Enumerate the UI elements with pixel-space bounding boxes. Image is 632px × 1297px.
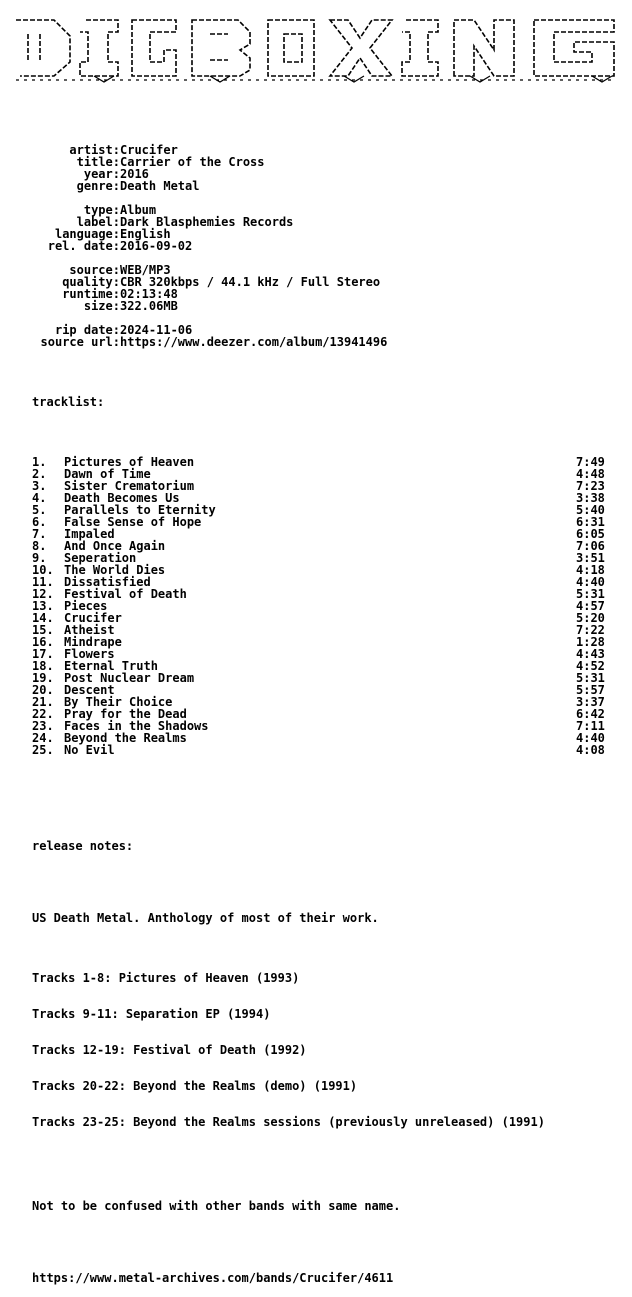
info-key: source url : — [0, 336, 120, 348]
info-row-quality — [0, 275, 381, 289]
info-value[interactable]: https://www.deezer.com/album/13941496 — [120, 335, 388, 349]
track-row — [0, 623, 605, 637]
info-key: genre : — [0, 180, 120, 192]
track-number: 11. — [32, 575, 54, 589]
track-duration: 3:37 — [576, 695, 605, 709]
track-title: Post Nuclear Dream — [64, 671, 195, 685]
info-value: Carrier of the Cross — [120, 155, 265, 169]
release-notes-track-info: Tracks 1-8: Pictures of Heaven (1993) — [32, 971, 300, 985]
track-number: 5. — [32, 503, 47, 517]
track-number: 3. — [32, 479, 47, 493]
info-key: source : — [0, 264, 120, 276]
track-number: 6. — [32, 515, 47, 529]
info-key: label : — [0, 216, 120, 228]
track-number: 16. — [32, 635, 54, 649]
release-notes-line: Not to be confused with other bands with same name. — [32, 1199, 401, 1213]
info-value: Dark Blasphemies Records — [120, 215, 294, 229]
track-duration: 7:23 — [576, 479, 605, 493]
track-row — [0, 467, 605, 481]
track-number: 10. — [32, 563, 54, 577]
info-row-title — [0, 155, 265, 169]
track-row — [0, 491, 605, 505]
track-title: And Once Again — [64, 539, 166, 553]
info-key: year : — [0, 168, 120, 180]
track-duration: 7:06 — [576, 539, 605, 553]
info-key: runtime : — [0, 288, 120, 300]
track-title: Dissatisfied — [64, 575, 151, 589]
info-key: size : — [0, 300, 120, 312]
track-number: 13. — [32, 599, 54, 613]
track-title: False Sense of Hope — [64, 515, 202, 529]
track-number: 24. — [32, 731, 54, 745]
track-title: Flowers — [64, 647, 115, 661]
track-number: 18. — [32, 659, 54, 673]
track-number: 2. — [32, 467, 47, 481]
track-row — [0, 611, 605, 625]
track-duration: 4:48 — [576, 467, 605, 481]
track-duration: 7:11 — [576, 719, 605, 733]
info-row-artist — [0, 143, 178, 157]
track-title: Festival of Death — [64, 587, 187, 601]
track-duration: 7:49 — [576, 455, 605, 469]
track-title: Faces in the Shadows — [64, 719, 209, 733]
track-row — [0, 515, 605, 529]
track-title: Mindrape — [64, 635, 122, 649]
track-title: Descent — [64, 683, 115, 697]
info-row-type — [0, 203, 157, 217]
track-row — [0, 563, 605, 577]
track-number: 9. — [32, 551, 47, 565]
info-key: language : — [0, 228, 120, 240]
info-value: Death Metal — [120, 179, 200, 193]
track-row — [0, 575, 605, 589]
track-title: By Their Choice — [64, 695, 173, 709]
info-row-rel-date — [0, 239, 193, 253]
track-number: 12. — [32, 587, 54, 601]
info-row-source-url[interactable] — [0, 335, 388, 349]
track-number: 22. — [32, 707, 54, 721]
track-duration: 4:57 — [576, 599, 605, 613]
track-row — [0, 599, 605, 613]
track-row — [0, 683, 605, 697]
info-value: 2016-09-02 — [120, 239, 193, 253]
info-value: WEB/MP3 — [120, 263, 171, 277]
track-row — [0, 539, 605, 553]
track-duration: 4:52 — [576, 659, 605, 673]
track-number: 23. — [32, 719, 54, 733]
track-title: Impaled — [64, 527, 115, 541]
track-title: Dawn of Time — [64, 467, 151, 481]
info-value: CBR 320kbps / 44.1 kHz / Full Stereo — [120, 275, 381, 289]
track-number: 19. — [32, 671, 54, 685]
metal-archives-link[interactable]: https://www.metal-archives.com/bands/Crucifer/4611 — [32, 1271, 394, 1285]
track-title: No Evil — [64, 743, 115, 757]
track-duration: 5:40 — [576, 503, 605, 517]
info-row-year — [0, 167, 149, 181]
track-title: Pray for the Dead — [64, 707, 187, 721]
track-title: Eternal Truth — [64, 659, 158, 673]
track-row — [0, 647, 605, 661]
release-info — [0, 143, 388, 360]
track-duration: 1:28 — [576, 635, 605, 649]
track-duration: 5:57 — [576, 683, 605, 697]
release-notes-track-info: Tracks 9-11: Separation EP (1994) — [32, 1007, 271, 1021]
track-duration: 6:05 — [576, 527, 605, 541]
track-row — [0, 479, 605, 493]
track-number: 7. — [32, 527, 47, 541]
track-row — [0, 731, 605, 745]
track-number: 14. — [32, 611, 54, 625]
info-value: Album — [120, 203, 157, 217]
track-number: 15. — [32, 623, 54, 637]
info-value: 2024-11-06 — [120, 323, 193, 337]
info-key: artist : — [0, 144, 120, 156]
track-title: The World Dies — [64, 563, 166, 577]
info-value: English — [120, 227, 171, 241]
track-number: 1. — [32, 455, 47, 469]
track-title: Death Becomes Us — [64, 491, 180, 505]
track-duration: 4:18 — [576, 563, 605, 577]
info-row-genre — [0, 179, 200, 193]
info-value: 322.06MB — [120, 299, 178, 313]
track-title: Pieces — [64, 599, 108, 613]
track-title: Beyond the Realms — [64, 731, 187, 745]
info-row-rip-date — [0, 323, 193, 337]
release-notes-line: US Death Metal. Anthology of most of their work. — [32, 911, 379, 925]
track-duration: 3:51 — [576, 551, 605, 565]
info-key: rip date : — [0, 324, 120, 336]
track-row — [0, 671, 605, 685]
track-duration: 4:40 — [576, 731, 605, 745]
track-number: 25. — [32, 743, 54, 757]
track-row — [0, 659, 605, 673]
track-duration: 7:22 — [576, 623, 605, 637]
track-duration: 6:31 — [576, 515, 605, 529]
track-duration: 4:08 — [576, 743, 605, 757]
track-number: 21. — [32, 695, 54, 709]
info-key: quality : — [0, 276, 120, 288]
track-row — [0, 455, 605, 469]
info-row-label — [0, 215, 294, 229]
track-duration: 4:43 — [576, 647, 605, 661]
release-notes-track-info: Tracks 12-19: Festival of Death (1992) — [32, 1043, 307, 1057]
track-row — [0, 719, 605, 733]
release-notes-track-info: Tracks 20-22: Beyond the Realms (demo) (1991) — [32, 1079, 358, 1093]
info-row-runtime — [0, 287, 178, 301]
track-title: Parallels to Eternity — [64, 503, 216, 517]
track-number: 17. — [32, 647, 54, 661]
track-title: Seperation — [64, 551, 137, 565]
track-row — [0, 707, 605, 721]
track-row — [0, 587, 605, 601]
info-value: 2016 — [120, 167, 149, 181]
info-row-language — [0, 227, 171, 241]
track-number: 20. — [32, 683, 54, 697]
track-title: Pictures of Heaven — [64, 455, 195, 469]
tracklist — [0, 455, 605, 757]
track-row — [0, 695, 605, 709]
track-duration: 5:20 — [576, 611, 605, 625]
track-number: 4. — [32, 491, 47, 505]
track-row — [0, 635, 605, 649]
tracklist-heading: tracklist: — [32, 395, 105, 409]
track-duration: 4:40 — [576, 575, 605, 589]
track-title: Sister Crematorium — [64, 479, 195, 493]
info-key: type : — [0, 204, 120, 216]
track-duration: 6:42 — [576, 707, 605, 721]
info-value: 02:13:48 — [120, 287, 178, 301]
release-notes-heading: release notes: — [32, 839, 134, 853]
info-key: title : — [0, 156, 120, 168]
track-duration: 3:38 — [576, 491, 605, 505]
track-number: 8. — [32, 539, 47, 553]
track-title: Atheist — [64, 623, 115, 637]
track-row — [0, 527, 605, 541]
track-row — [0, 743, 605, 757]
info-value: Crucifer — [120, 143, 178, 157]
info-row-size — [0, 299, 178, 313]
release-notes-track-info: Tracks 23-25: Beyond the Realms sessions (previously unreleased) (1991) — [32, 1115, 545, 1129]
info-key: rel. date : — [0, 240, 120, 252]
track-title: Crucifer — [64, 611, 122, 625]
track-row — [0, 503, 605, 517]
info-row-source — [0, 263, 171, 277]
track-row — [0, 551, 605, 565]
track-duration: 5:31 — [576, 671, 605, 685]
ascii-logo — [14, 14, 618, 84]
track-duration: 5:31 — [576, 587, 605, 601]
